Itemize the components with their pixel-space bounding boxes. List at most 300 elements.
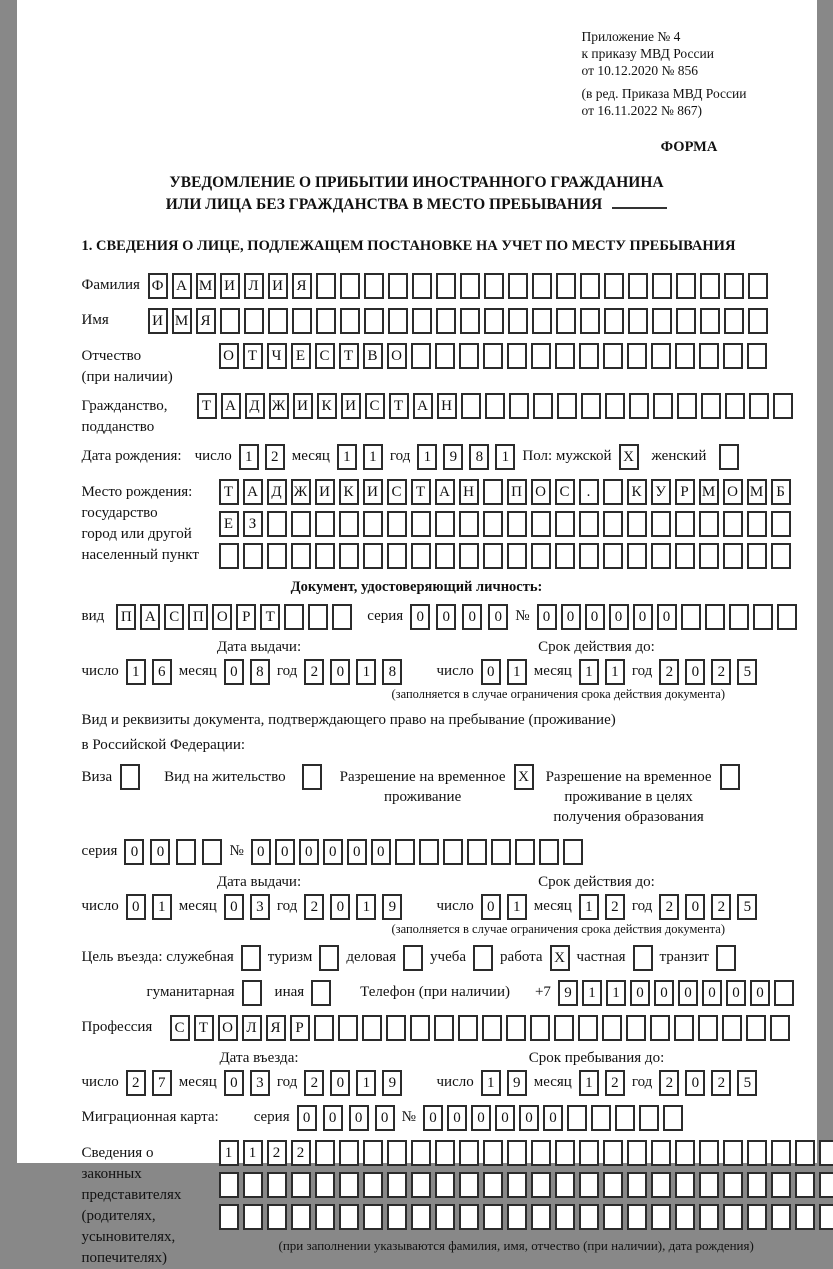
form-cell[interactable]: 1 <box>605 659 625 685</box>
form-cell[interactable] <box>604 273 624 299</box>
form-cell[interactable] <box>363 1140 383 1166</box>
form-cell[interactable] <box>567 1105 587 1131</box>
form-cell[interactable] <box>748 273 768 299</box>
form-cell[interactable] <box>771 543 791 569</box>
form-cell[interactable]: 2 <box>126 1070 146 1096</box>
form-cell[interactable] <box>491 839 511 865</box>
form-cell[interactable]: 5 <box>737 1070 757 1096</box>
form-cell[interactable] <box>267 1172 287 1198</box>
form-cell[interactable] <box>556 273 576 299</box>
form-cell[interactable]: 1 <box>417 444 437 470</box>
form-cell[interactable]: 0 <box>299 839 319 865</box>
form-cell[interactable]: 0 <box>561 604 581 630</box>
form-cell[interactable]: Т <box>260 604 280 630</box>
form-cell[interactable] <box>339 1204 359 1230</box>
form-cell[interactable]: 0 <box>630 980 650 1006</box>
form-cell[interactable] <box>339 511 359 537</box>
form-cell[interactable] <box>507 343 527 369</box>
form-cell[interactable] <box>435 1204 455 1230</box>
form-cell[interactable] <box>556 308 576 334</box>
form-cell[interactable] <box>308 604 328 630</box>
form-cell[interactable] <box>531 1204 551 1230</box>
form-cell[interactable]: М <box>699 479 719 505</box>
form-cell[interactable]: 1 <box>152 894 172 920</box>
form-cell[interactable] <box>291 1172 311 1198</box>
form-cell[interactable]: 0 <box>124 839 144 865</box>
form-cell[interactable]: 0 <box>685 894 705 920</box>
form-cell[interactable]: О <box>723 479 743 505</box>
form-cell[interactable] <box>410 1015 430 1041</box>
form-cell[interactable]: 0 <box>537 604 557 630</box>
form-cell[interactable] <box>314 1015 334 1041</box>
form-cell[interactable] <box>435 1172 455 1198</box>
form-cell[interactable] <box>388 308 408 334</box>
form-cell[interactable]: 0 <box>488 604 508 630</box>
form-cell[interactable] <box>771 1140 791 1166</box>
form-cell[interactable]: К <box>627 479 647 505</box>
form-cell[interactable] <box>557 393 577 419</box>
form-cell[interactable] <box>482 1015 502 1041</box>
form-cell[interactable]: 8 <box>250 659 270 685</box>
form-cell[interactable] <box>244 308 264 334</box>
form-cell[interactable]: Т <box>197 393 217 419</box>
form-cell[interactable]: 0 <box>543 1105 563 1131</box>
form-cell[interactable]: Е <box>291 343 311 369</box>
form-cell[interactable] <box>319 945 339 971</box>
form-cell[interactable]: 2 <box>659 894 679 920</box>
form-cell[interactable]: 0 <box>654 980 674 1006</box>
form-cell[interactable]: 1 <box>363 444 383 470</box>
form-cell[interactable]: 2 <box>659 1070 679 1096</box>
form-cell[interactable]: 1 <box>507 894 527 920</box>
form-cell[interactable]: А <box>221 393 241 419</box>
form-cell[interactable] <box>531 543 551 569</box>
form-cell[interactable]: 0 <box>633 604 653 630</box>
form-cell[interactable]: 1 <box>243 1140 263 1166</box>
form-cell[interactable]: Р <box>236 604 256 630</box>
form-cell[interactable] <box>629 393 649 419</box>
form-cell[interactable] <box>311 980 331 1006</box>
form-cell[interactable] <box>267 1204 287 1230</box>
form-cell[interactable] <box>539 839 559 865</box>
form-cell[interactable]: И <box>341 393 361 419</box>
form-cell[interactable] <box>339 543 359 569</box>
form-cell[interactable] <box>675 343 695 369</box>
form-cell[interactable] <box>716 945 736 971</box>
form-cell[interactable] <box>603 1172 623 1198</box>
form-cell[interactable] <box>460 273 480 299</box>
form-cell[interactable] <box>651 1204 671 1230</box>
form-cell[interactable] <box>676 308 696 334</box>
form-cell[interactable] <box>651 1140 671 1166</box>
form-cell[interactable] <box>533 393 553 419</box>
form-cell[interactable]: 2 <box>265 444 285 470</box>
form-cell[interactable] <box>508 308 528 334</box>
form-cell[interactable]: 1 <box>579 1070 599 1096</box>
form-cell[interactable] <box>435 1140 455 1166</box>
form-cell[interactable] <box>773 393 793 419</box>
form-cell[interactable]: 1 <box>582 980 602 1006</box>
form-cell[interactable] <box>268 308 288 334</box>
form-cell[interactable] <box>579 1140 599 1166</box>
form-cell[interactable]: 1 <box>219 1140 239 1166</box>
form-cell[interactable] <box>267 543 287 569</box>
form-cell[interactable] <box>628 308 648 334</box>
form-cell[interactable] <box>435 543 455 569</box>
form-cell[interactable]: 0 <box>330 1070 350 1096</box>
form-cell[interactable] <box>677 393 697 419</box>
form-cell[interactable]: X <box>619 444 639 470</box>
form-cell[interactable]: А <box>172 273 192 299</box>
form-cell[interactable]: П <box>188 604 208 630</box>
form-cell[interactable] <box>555 1172 575 1198</box>
form-cell[interactable] <box>699 511 719 537</box>
form-cell[interactable] <box>387 511 407 537</box>
form-cell[interactable] <box>220 308 240 334</box>
form-cell[interactable] <box>580 308 600 334</box>
form-cell[interactable] <box>531 511 551 537</box>
form-cell[interactable] <box>724 308 744 334</box>
form-cell[interactable] <box>747 511 767 537</box>
form-cell[interactable] <box>363 511 383 537</box>
form-cell[interactable] <box>530 1015 550 1041</box>
form-cell[interactable] <box>461 393 481 419</box>
form-cell[interactable]: 1 <box>579 659 599 685</box>
form-cell[interactable] <box>770 1015 790 1041</box>
form-cell[interactable] <box>411 511 431 537</box>
form-cell[interactable] <box>639 1105 659 1131</box>
form-cell[interactable]: П <box>507 479 527 505</box>
form-cell[interactable] <box>315 1140 335 1166</box>
form-cell[interactable] <box>419 839 439 865</box>
form-cell[interactable]: П <box>116 604 136 630</box>
form-cell[interactable] <box>554 1015 574 1041</box>
form-cell[interactable] <box>795 1172 815 1198</box>
form-cell[interactable] <box>720 764 740 790</box>
form-cell[interactable]: 0 <box>471 1105 491 1131</box>
form-cell[interactable]: 0 <box>750 980 770 1006</box>
form-cell[interactable]: 0 <box>702 980 722 1006</box>
form-cell[interactable]: 0 <box>726 980 746 1006</box>
form-cell[interactable]: Я <box>292 273 312 299</box>
form-cell[interactable]: О <box>219 343 239 369</box>
form-cell[interactable] <box>579 511 599 537</box>
form-cell[interactable] <box>242 980 262 1006</box>
form-cell[interactable] <box>363 1204 383 1230</box>
form-cell[interactable] <box>591 1105 611 1131</box>
form-cell[interactable] <box>532 273 552 299</box>
form-cell[interactable]: 0 <box>685 659 705 685</box>
form-cell[interactable] <box>434 1015 454 1041</box>
form-cell[interactable] <box>387 1204 407 1230</box>
form-cell[interactable]: И <box>268 273 288 299</box>
form-cell[interactable] <box>605 393 625 419</box>
form-cell[interactable] <box>339 1140 359 1166</box>
form-cell[interactable] <box>700 308 720 334</box>
form-cell[interactable] <box>386 1015 406 1041</box>
form-cell[interactable] <box>363 543 383 569</box>
form-cell[interactable]: И <box>220 273 240 299</box>
form-cell[interactable] <box>627 343 647 369</box>
form-cell[interactable] <box>676 273 696 299</box>
form-cell[interactable]: 9 <box>382 894 402 920</box>
form-cell[interactable] <box>436 273 456 299</box>
form-cell[interactable] <box>219 1204 239 1230</box>
form-cell[interactable] <box>291 1204 311 1230</box>
form-cell[interactable] <box>459 511 479 537</box>
form-cell[interactable]: 2 <box>659 659 679 685</box>
form-cell[interactable]: X <box>550 945 570 971</box>
form-cell[interactable] <box>602 1015 622 1041</box>
form-cell[interactable] <box>507 543 527 569</box>
form-cell[interactable]: 1 <box>356 1070 376 1096</box>
form-cell[interactable] <box>747 543 767 569</box>
form-cell[interactable] <box>701 393 721 419</box>
form-cell[interactable] <box>729 604 749 630</box>
form-cell[interactable]: . <box>579 479 599 505</box>
form-cell[interactable] <box>651 511 671 537</box>
form-cell[interactable]: М <box>747 479 767 505</box>
form-cell[interactable] <box>364 273 384 299</box>
form-cell[interactable] <box>458 1015 478 1041</box>
form-cell[interactable] <box>532 308 552 334</box>
form-cell[interactable] <box>652 273 672 299</box>
form-cell[interactable]: 0 <box>224 894 244 920</box>
form-cell[interactable]: 9 <box>558 980 578 1006</box>
form-cell[interactable] <box>291 511 311 537</box>
form-cell[interactable]: О <box>387 343 407 369</box>
form-cell[interactable] <box>555 543 575 569</box>
form-cell[interactable]: 0 <box>657 604 677 630</box>
form-cell[interactable] <box>315 543 335 569</box>
form-cell[interactable]: 2 <box>304 894 324 920</box>
form-cell[interactable]: 1 <box>507 659 527 685</box>
form-cell[interactable]: 3 <box>250 894 270 920</box>
form-cell[interactable]: 0 <box>585 604 605 630</box>
form-cell[interactable]: С <box>315 343 335 369</box>
form-cell[interactable]: Т <box>389 393 409 419</box>
form-cell[interactable] <box>699 1140 719 1166</box>
form-cell[interactable] <box>555 343 575 369</box>
form-cell[interactable] <box>459 1140 479 1166</box>
form-cell[interactable] <box>403 945 423 971</box>
form-cell[interactable]: С <box>387 479 407 505</box>
form-cell[interactable]: 0 <box>436 604 456 630</box>
form-cell[interactable] <box>748 308 768 334</box>
form-cell[interactable]: И <box>293 393 313 419</box>
form-cell[interactable] <box>722 1015 742 1041</box>
form-cell[interactable] <box>771 511 791 537</box>
form-cell[interactable]: Ж <box>291 479 311 505</box>
form-cell[interactable]: 0 <box>685 1070 705 1096</box>
form-cell[interactable] <box>579 343 599 369</box>
form-cell[interactable]: Б <box>771 479 791 505</box>
form-cell[interactable] <box>819 1172 833 1198</box>
form-cell[interactable] <box>395 839 415 865</box>
form-cell[interactable] <box>507 1172 527 1198</box>
form-cell[interactable] <box>674 1015 694 1041</box>
form-cell[interactable]: С <box>164 604 184 630</box>
form-cell[interactable] <box>604 308 624 334</box>
form-cell[interactable] <box>747 1140 767 1166</box>
form-cell[interactable]: 0 <box>447 1105 467 1131</box>
form-cell[interactable] <box>291 543 311 569</box>
form-cell[interactable] <box>411 1140 431 1166</box>
form-cell[interactable] <box>483 1140 503 1166</box>
form-cell[interactable]: X <box>514 764 534 790</box>
form-cell[interactable] <box>675 511 695 537</box>
form-cell[interactable] <box>603 343 623 369</box>
form-cell[interactable] <box>332 604 352 630</box>
form-cell[interactable] <box>459 1204 479 1230</box>
form-cell[interactable]: 0 <box>330 894 350 920</box>
form-cell[interactable]: Т <box>243 343 263 369</box>
form-cell[interactable]: 5 <box>737 894 757 920</box>
form-cell[interactable] <box>579 543 599 569</box>
form-cell[interactable]: З <box>243 511 263 537</box>
form-cell[interactable]: О <box>218 1015 238 1041</box>
form-cell[interactable]: 0 <box>609 604 629 630</box>
form-cell[interactable] <box>483 479 503 505</box>
form-cell[interactable]: Р <box>290 1015 310 1041</box>
form-cell[interactable] <box>753 604 773 630</box>
form-cell[interactable]: Е <box>219 511 239 537</box>
form-cell[interactable]: Т <box>411 479 431 505</box>
form-cell[interactable] <box>484 308 504 334</box>
form-cell[interactable]: 1 <box>337 444 357 470</box>
form-cell[interactable]: 2 <box>304 659 324 685</box>
form-cell[interactable] <box>315 511 335 537</box>
form-cell[interactable] <box>459 1172 479 1198</box>
form-cell[interactable] <box>579 1204 599 1230</box>
form-cell[interactable]: 0 <box>481 659 501 685</box>
form-cell[interactable]: Н <box>437 393 457 419</box>
form-cell[interactable] <box>615 1105 635 1131</box>
form-cell[interactable] <box>435 511 455 537</box>
form-cell[interactable] <box>627 1172 647 1198</box>
form-cell[interactable] <box>723 343 743 369</box>
form-cell[interactable] <box>364 308 384 334</box>
form-cell[interactable]: 0 <box>150 839 170 865</box>
form-cell[interactable]: Я <box>266 1015 286 1041</box>
form-cell[interactable]: 0 <box>349 1105 369 1131</box>
form-cell[interactable]: 0 <box>375 1105 395 1131</box>
form-cell[interactable]: 0 <box>678 980 698 1006</box>
form-cell[interactable] <box>531 343 551 369</box>
form-cell[interactable]: 1 <box>239 444 259 470</box>
form-cell[interactable] <box>284 604 304 630</box>
form-cell[interactable] <box>699 543 719 569</box>
form-cell[interactable]: У <box>651 479 671 505</box>
form-cell[interactable] <box>411 1172 431 1198</box>
form-cell[interactable] <box>483 343 503 369</box>
form-cell[interactable] <box>795 1204 815 1230</box>
form-cell[interactable] <box>459 343 479 369</box>
form-cell[interactable] <box>315 1204 335 1230</box>
form-cell[interactable] <box>467 839 487 865</box>
form-cell[interactable] <box>725 393 745 419</box>
form-cell[interactable]: О <box>531 479 551 505</box>
form-cell[interactable]: 5 <box>737 659 757 685</box>
form-cell[interactable]: С <box>365 393 385 419</box>
form-cell[interactable] <box>675 1140 695 1166</box>
form-cell[interactable]: 1 <box>356 659 376 685</box>
form-cell[interactable]: Т <box>194 1015 214 1041</box>
form-cell[interactable] <box>483 511 503 537</box>
form-cell[interactable] <box>724 273 744 299</box>
form-cell[interactable] <box>675 543 695 569</box>
form-cell[interactable]: Д <box>267 479 287 505</box>
form-cell[interactable]: Л <box>244 273 264 299</box>
form-cell[interactable]: 2 <box>267 1140 287 1166</box>
form-cell[interactable] <box>555 511 575 537</box>
form-cell[interactable] <box>578 1015 598 1041</box>
form-cell[interactable]: 0 <box>251 839 271 865</box>
form-cell[interactable] <box>485 393 505 419</box>
form-cell[interactable] <box>435 343 455 369</box>
form-cell[interactable]: 0 <box>462 604 482 630</box>
form-cell[interactable] <box>719 444 739 470</box>
form-cell[interactable] <box>627 511 647 537</box>
form-cell[interactable] <box>774 980 794 1006</box>
form-cell[interactable]: 9 <box>443 444 463 470</box>
form-cell[interactable] <box>509 393 529 419</box>
form-cell[interactable] <box>627 543 647 569</box>
form-cell[interactable] <box>663 1105 683 1131</box>
form-cell[interactable] <box>515 839 535 865</box>
form-cell[interactable]: К <box>339 479 359 505</box>
form-cell[interactable] <box>243 543 263 569</box>
form-cell[interactable] <box>507 511 527 537</box>
form-cell[interactable]: А <box>413 393 433 419</box>
form-cell[interactable] <box>795 1140 815 1166</box>
form-cell[interactable] <box>531 1140 551 1166</box>
form-cell[interactable] <box>387 1172 407 1198</box>
form-cell[interactable] <box>411 543 431 569</box>
form-cell[interactable]: 1 <box>579 894 599 920</box>
form-cell[interactable] <box>705 604 725 630</box>
form-cell[interactable]: А <box>435 479 455 505</box>
form-cell[interactable]: О <box>212 604 232 630</box>
form-cell[interactable] <box>302 764 322 790</box>
form-cell[interactable]: А <box>140 604 160 630</box>
form-cell[interactable] <box>771 1204 791 1230</box>
form-cell[interactable]: 0 <box>323 839 343 865</box>
form-cell[interactable] <box>651 343 671 369</box>
form-cell[interactable]: Ж <box>269 393 289 419</box>
form-cell[interactable] <box>650 1015 670 1041</box>
form-cell[interactable]: 0 <box>371 839 391 865</box>
form-cell[interactable]: К <box>317 393 337 419</box>
form-cell[interactable] <box>412 273 432 299</box>
form-cell[interactable] <box>652 308 672 334</box>
form-cell[interactable]: Ч <box>267 343 287 369</box>
form-cell[interactable] <box>411 1204 431 1230</box>
form-cell[interactable] <box>340 308 360 334</box>
form-cell[interactable]: 0 <box>126 894 146 920</box>
form-cell[interactable]: 2 <box>291 1140 311 1166</box>
form-cell[interactable]: 0 <box>410 604 430 630</box>
form-cell[interactable]: 0 <box>224 1070 244 1096</box>
form-cell[interactable]: Я <box>196 308 216 334</box>
form-cell[interactable]: М <box>196 273 216 299</box>
form-cell[interactable] <box>603 543 623 569</box>
form-cell[interactable]: 9 <box>507 1070 527 1096</box>
form-cell[interactable] <box>699 1172 719 1198</box>
form-cell[interactable] <box>316 308 336 334</box>
form-cell[interactable] <box>555 1140 575 1166</box>
form-cell[interactable]: 3 <box>250 1070 270 1096</box>
